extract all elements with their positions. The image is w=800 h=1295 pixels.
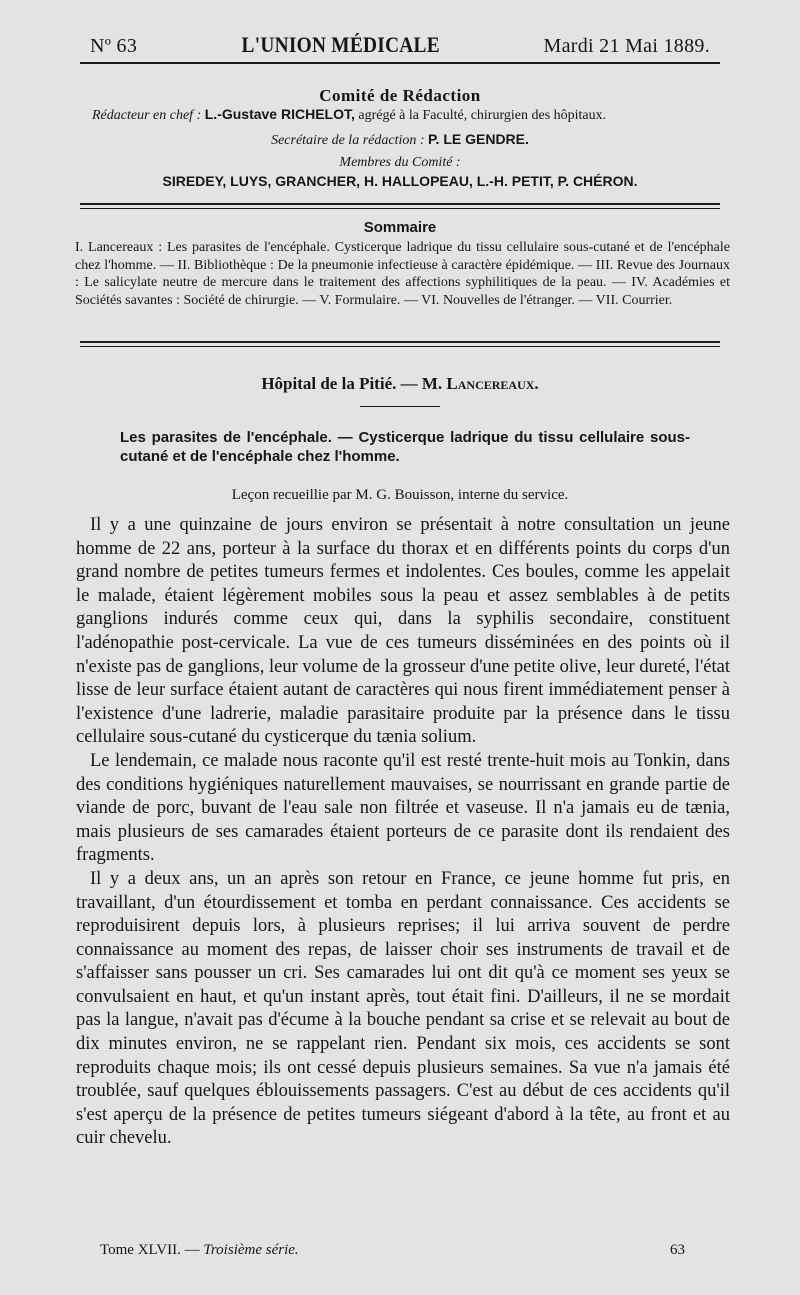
heading-divider — [360, 406, 440, 407]
sommaire-text: I. Lancereaux : Les parasites de l'encéphale. Cysticerque ladrique du tissu cellulaire sous-cutané et de l'encéphale chez l'homme. — II. Bibliothèque : De la pneumonie infectieuse à caractère épidémique. — III. Revue des Journaux : Le salicylate neutre de mercure dans le traitement des affections syphilitiques de la peau. — IV. Académies et Sociétés savantes : Société de chirurgie. — V. Formulaire. — VI. Nouvelles de l'étranger. — VII. Courrier. — [75, 240, 730, 308]
issue-date: Mardi 21 Mai 1889. — [543, 35, 710, 57]
membres-label-line — [0, 155, 800, 171]
article-byline: Leçon recueillie par M. G. Bouisson, interne du service. — [231, 487, 569, 503]
redacteur-label: Rédacteur en chef : — [92, 108, 202, 123]
page-footer — [100, 1242, 685, 1259]
page-number: 63 — [670, 1242, 685, 1258]
sommaire-rule-top — [80, 341, 720, 343]
redacteur-line — [92, 106, 606, 124]
serie-label: Troisième série. — [203, 1242, 299, 1258]
article-title: Les parasites de l'encéphale. — Cysticerque ladrique du tissu cellulaire sous-cutané et de l'encéphale chez l'homme. — [120, 429, 690, 465]
body-paragraph: Le lendemain, ce malade nous raconte qu'il est resté trente-huit mois au Tonkin, dans des conditions hygiéniques naturellement mauvaises, se nourrissant en grande partie de viande de porc, buvant de l'eau sale non filtrée et vaseuse. Il n'a jamais eu de tænia, mais plusieurs de ses camarades étaient porteurs de ce parasite dont ils rendaient des fragments. — [76, 750, 730, 866]
secretaire-line — [0, 131, 800, 149]
membres-label: Membres du Comité : — [339, 155, 461, 170]
membres-names: SIREDEY, LUYS, GRANCHER, H. HALLOPEAU, L.-H. PETIT, P. CHÉRON. — [162, 173, 638, 189]
comite-title: Comité de Rédaction — [319, 86, 481, 105]
body-paragraph: Il y a une quinzaine de jours environ se présentait à notre consultation un jeune homme de 22 ans, porteur à la surface du thorax et en différents points du corps d'un grand nombre de petites tumeurs fermes et indolentes. Ces boules, comme les appelait le malade, étaient légèrement mobiles sous la peau et assez semblables à de petits ganglions indurés comme ceux qui, dans la syphilis secondaire, constituent l'adénopathie post-cervicale. La vue de ces tumeurs disséminées en des points où il n'existe pas de ganglions, leur volume de la grosseur d'une petite olive, leur dureté, l'état lisse de leur surface étaient autant de caractères qui nous firent immédiatement penser à l'existence d'une ladrerie, maladie parasitaire produite par la présence dans le tissu cellulaire sous-cutané du cysticerque du tænia solium. — [76, 515, 730, 748]
redacteur-desc: agrégé à la Faculté, chirurgien des hôpitaux. — [358, 108, 607, 123]
tome-label: Tome XLVII. — — [100, 1242, 200, 1258]
comite-rule-bottom — [80, 208, 720, 209]
sommaire-title: Sommaire — [363, 219, 437, 236]
secretaire-name: P. LE GENDRE. — [428, 131, 529, 147]
issue-number: Nº 63 — [90, 35, 138, 57]
article-body — [76, 514, 730, 1151]
sommaire-rule-bottom — [80, 346, 720, 347]
footer-volume — [100, 1242, 299, 1259]
lecture-heading — [0, 374, 800, 394]
header-rule — [80, 62, 720, 64]
page-header — [90, 32, 710, 58]
comite-rule-top — [80, 203, 720, 205]
professor-name: Lancereaux. — [446, 374, 539, 393]
hopital-name: Hôpital de la Pitié. — M. — [261, 374, 443, 393]
membres-line — [0, 173, 800, 191]
redacteur-name: L.-Gustave RICHELOT, — [204, 106, 355, 122]
secretaire-label: Secrétaire de la rédaction : — [271, 133, 425, 148]
journal-title: L'UNION MÉDICALE — [241, 32, 440, 57]
body-paragraph: Il y a deux ans, un an après son retour en France, ce jeune homme fut pris, en travaillant, d'un étourdissement et tomba en perdant connaissance. Ces accidents se reproduisirent depuis lors, à plusieurs reprises; il lui arriva souvent de perdre connaissance au moment des repas, de laisser choir ses instruments de travail et de s'affaisser sans pousser un cri. Ses camarades lui ont dit qu'à ce moment ses yeux se convulsaient en haut, et qu'un instant après, tout était fini. D'ailleurs, il ne se mordait pas la langue, n'avait pas d'écume à la bouche pendant sa crise et se relevait au bout de dix minutes environ, ne se rappelant rien. Pendant six mois, ces accidents se sont reproduits chaque mois; ils ont cessé depuis plusieurs semaines. Sa vue n'a jamais été troublée, sauf quelques éblouissements passagers. C'est au début de ces accidents qu'il s'est aperçu de la présence de petites tumeurs siégeant d'abord à la tête, au front et au cuir chevelu. — [76, 868, 730, 1149]
